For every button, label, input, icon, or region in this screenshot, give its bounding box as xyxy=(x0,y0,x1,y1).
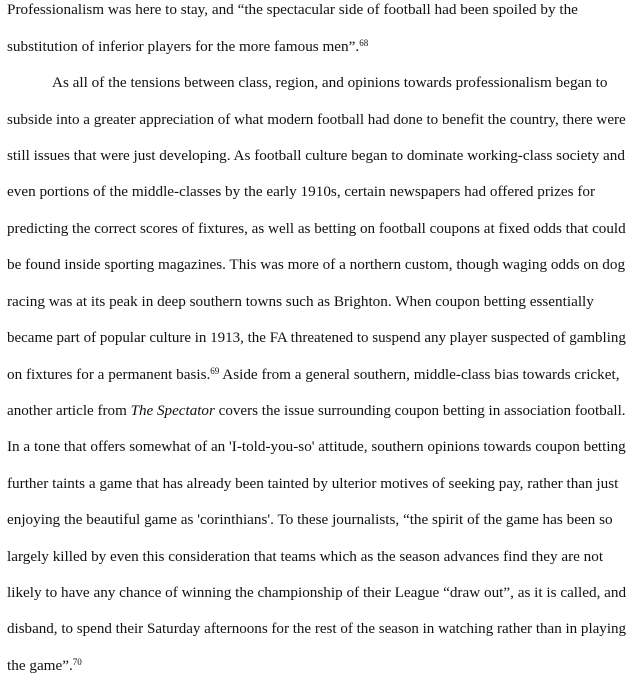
text-line: In a tone that offers somewhat of an 'I-told-you-so' attitude, southern opinions towards coupon betting xyxy=(7,438,626,455)
text-line: another article from The Spectator covers the issue surrounding coupon betting in association football. xyxy=(7,402,626,419)
text-line: the game”.$^{70}$ xyxy=(7,657,82,674)
footnote-marker: 69 xyxy=(210,366,220,376)
text-line: Professionalism was here to stay, and “the spectacular side of football had been spoiled by the xyxy=(7,1,578,18)
text-line: enjoying the beautiful game as 'corinthians'. To these journalists, “the spirit of the game has been so xyxy=(7,511,613,528)
text-line: predicting the correct scores of fixtures, as well as betting on football coupons at fixed odds that could xyxy=(7,220,626,237)
text-line: even portions of the middle-classes by the early 1910s, certain newspapers had offered prizes for xyxy=(7,183,596,200)
footnote-marker: 68 xyxy=(359,38,369,48)
text-line: disband, to spend their Saturday afternoons for the rest of the season in watching rather than in playing xyxy=(7,620,627,637)
text-line: largely killed by even this consideration that teams which as the season advances find they are not xyxy=(7,548,604,565)
text-line: still issues that were just developing. As football culture began to dominate working-class society and xyxy=(7,147,625,164)
text-line: substitution of inferior players for the more famous men”.$^{68}$ xyxy=(7,38,369,55)
text-line: likely to have any chance of winning the championship of their League “draw out”, as it is called, and xyxy=(7,584,627,601)
text-line: racing was at its peak in deep southern towns such as Brighton. When coupon betting essentially xyxy=(7,293,594,310)
text-line: further taints a game that has already been tainted by ulterior motives of seeking pay, rather than just xyxy=(7,475,619,492)
text-line: be found inside sporting magazines. This was more of a northern custom, though waging odds on dog xyxy=(7,256,626,273)
text-line: subside into a greater appreciation of what modern football had done to benefit the country, there were xyxy=(7,111,626,128)
text-line: on fixtures for a permanent basis.$^{69}$ Aside from a general southern, middle-class bias towards cricket, xyxy=(7,366,620,383)
footnote-marker: 70 xyxy=(72,657,82,667)
text-line: became part of popular culture in 1913, the FA threatened to suspend any player suspected of gambling xyxy=(7,329,626,346)
publication-title: The Spectator xyxy=(130,402,215,419)
text-line: As all of the tensions between class, region, and opinions towards professionalism began to xyxy=(52,74,608,91)
